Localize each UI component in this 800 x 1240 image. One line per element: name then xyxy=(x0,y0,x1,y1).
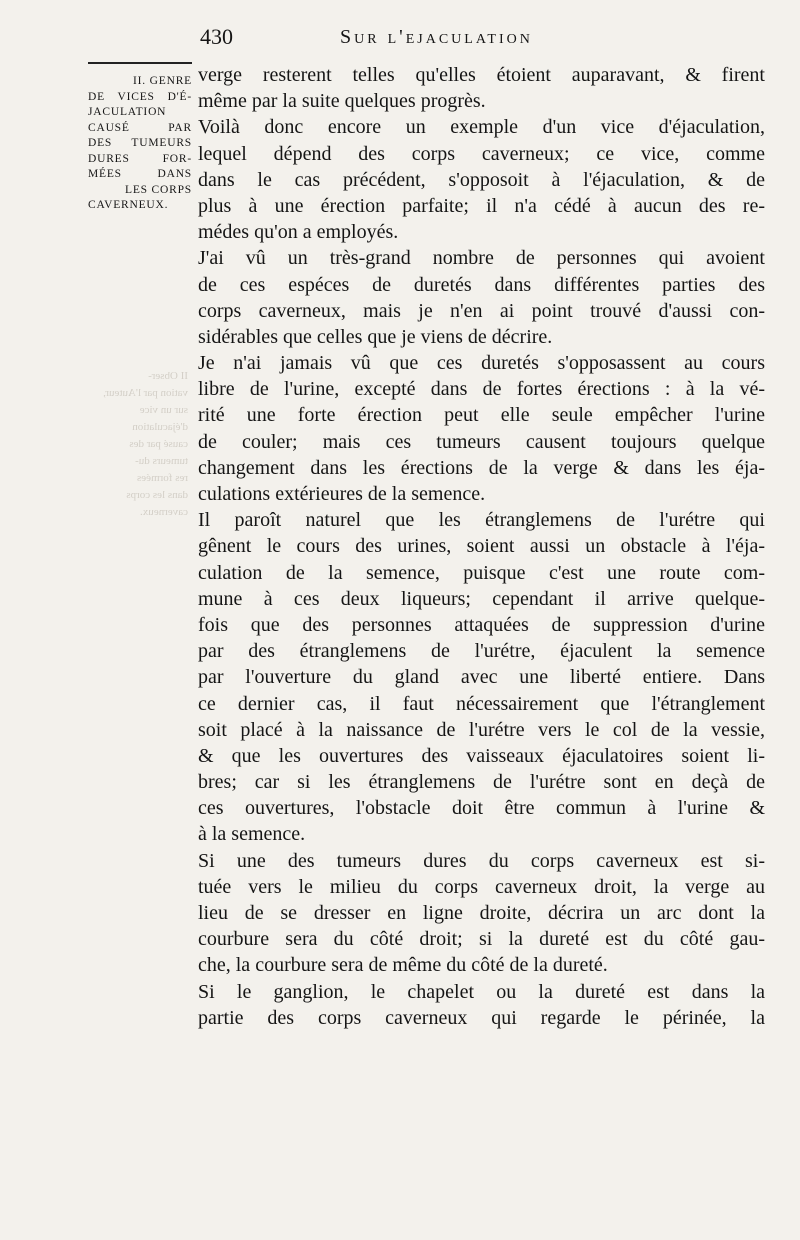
text-line: libre de l'urine, excepté dans de fortes érections : à la vé- xyxy=(198,378,765,401)
text-line: médes qu'on a employés. xyxy=(198,221,399,244)
text-line: tuée vers le milieu du corps caverneux droit, la verge au xyxy=(198,875,765,898)
bleed-line: vation par l'Auteur, xyxy=(103,387,188,399)
text-line: Il paroît naturel que les étranglemens de l'urétre qui xyxy=(198,509,765,532)
marginal-note-line: MÉES DANS xyxy=(88,168,192,180)
text-line: soit placé à la naissance de l'urétre vers le col de la vessie, xyxy=(198,718,765,741)
text-line: Voilà donc encore un exemple d'un vice d'éjaculation, xyxy=(198,116,765,139)
text-line: culations extérieures de la semence. xyxy=(198,483,486,505)
text-line: dans le cas précédent, s'opposoit à l'éjaculation, & de xyxy=(198,168,765,191)
text-line: à la semence. xyxy=(198,823,306,846)
text-line: Je n'ai jamais vû que ces duretés s'opposassent au cours xyxy=(198,352,765,375)
text-line: plus à une érection parfaite; il n'a cédé à aucun des re- xyxy=(198,194,765,217)
text-line: gênent le cours des urines, soient aussi un obstacle à l'éja- xyxy=(198,535,765,558)
text-line: mune à ces deux liqueurs; cependant il arrive quelque- xyxy=(198,587,765,610)
marginal-note-line: DURES FOR- xyxy=(88,152,192,165)
text-line: ces ouvertures, l'obstacle doit être commun à l'urine & xyxy=(198,797,765,820)
text-line: J'ai vû un très-grand nombre de personnes qui avoient xyxy=(198,247,765,270)
text-line: partie des corps caverneux qui regarde le périnée, la xyxy=(198,1006,765,1029)
text-line: corps caverneux, mais je n'en ai point trouvé d'aussi con- xyxy=(198,299,765,322)
bleed-line: dans les corps xyxy=(126,489,188,501)
text-line: même par la suite quelques progrès. xyxy=(198,90,486,113)
bleed-line: sur un vice xyxy=(139,404,188,416)
marginal-note-line: CAVERNEUX. xyxy=(88,199,169,211)
text-line: ce dernier cas, il faut nécessairement que l'étranglement xyxy=(198,692,765,715)
text-line: Si une des tumeurs dures du corps caverneux est si- xyxy=(198,849,765,872)
bleed-line: II Obser- xyxy=(148,370,188,382)
marginal-note xyxy=(88,62,192,214)
text-line: bres; car si les étranglemens de l'urétre sont en deçà de xyxy=(198,771,765,794)
marginal-note-line: DES TUMEURS xyxy=(88,137,192,149)
running-title: Sur l'ejaculation xyxy=(340,26,533,48)
text-line: par des étranglemens de l'urétre, éjaculent la semence xyxy=(198,640,765,663)
text-line: lequel dépend des corps caverneux; ce vice, comme xyxy=(198,142,765,165)
marginal-note-line: LES CORPS xyxy=(125,183,192,196)
text-line: che, la courbure sera de même du côté de la dureté. xyxy=(198,954,608,977)
page-number: 430 xyxy=(200,24,233,49)
bleed-line: caverneux. xyxy=(140,506,188,518)
text-line: Si le ganglion, le chapelet ou la dureté est dans la xyxy=(198,980,765,1003)
marginal-note-line: DE VICES D'É- xyxy=(88,90,192,103)
text-line: verge resterent telles qu'elles étoient auparavant, & firent xyxy=(198,64,765,86)
text-line: fois que des personnes attaquées de suppression d'urine xyxy=(198,613,765,636)
bleed-line: causé par des xyxy=(129,438,188,450)
text-line: de ces espéces de duretés dans différentes parties des xyxy=(198,273,765,296)
text-line: changement dans les érections de la verge & dans les éja- xyxy=(198,456,765,479)
page-header xyxy=(200,24,765,58)
marginal-note-line: JACULATION xyxy=(88,106,167,118)
bleed-line: tumeurs du- xyxy=(135,455,188,467)
text-line: rité une forte érection peut elle seule empêcher l'urine xyxy=(198,404,765,427)
text-line: culation de la semence, puisque c'est une route com- xyxy=(198,561,765,584)
text-line: lieu de se dresser en ligne droite, décrira un arc dont la xyxy=(198,902,765,924)
marginal-note-line: CAUSÉ PAR xyxy=(88,121,192,134)
main-text xyxy=(198,62,765,1031)
text-line: & que les ouvertures des vaisseaux éjaculatoires soient li- xyxy=(198,744,765,767)
bleed-line: d'éjaculation xyxy=(132,421,188,433)
bleed-line: res formées xyxy=(136,472,188,484)
text-line: par l'ouverture du gland avec une liberté entiere. Dans xyxy=(198,666,765,689)
text-line: sidérables que celles que je viens de décrire. xyxy=(198,325,553,348)
marginal-note-line: II. GENRE xyxy=(133,75,192,87)
bleed-through-text xyxy=(78,368,188,521)
text-line: courbure sera du côté droit; si la dureté est du côté gau- xyxy=(198,928,765,951)
text-line: de couler; mais ces tumeurs causent toujours quelque xyxy=(198,430,765,453)
